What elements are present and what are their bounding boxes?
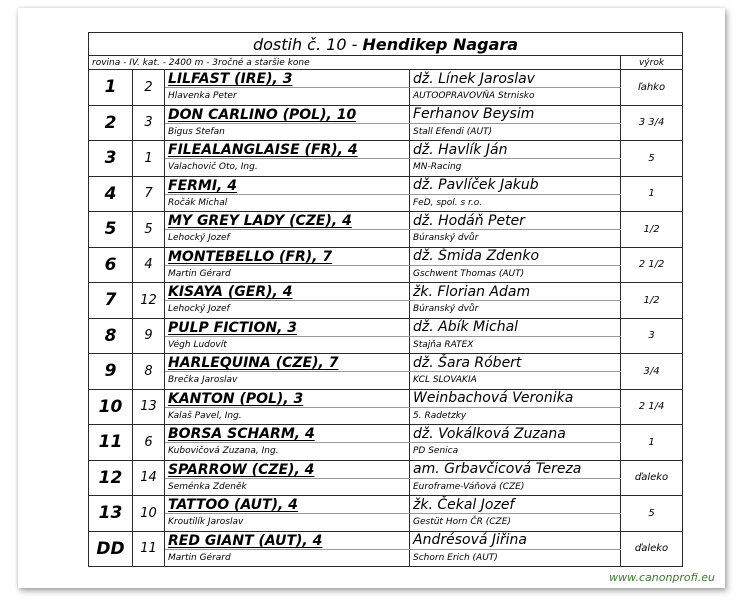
jockey-name: Andrésová Jiřina [410, 531, 621, 549]
start-number: 3 [133, 105, 165, 141]
owner-name: Stall Efendi (AUT) [410, 123, 621, 141]
jockey-name: žk. Florian Adam [410, 283, 621, 301]
watermark: www.canonprofi.eu [609, 571, 715, 584]
horse-name: TATTOO (AUT), 4 [165, 496, 410, 514]
result-row-details [89, 478, 683, 496]
result-row-details [89, 336, 683, 354]
finish-margin: 2 1/4 [621, 389, 683, 425]
result-row [89, 531, 683, 549]
result-row-details [89, 372, 683, 390]
race-number-label: dostih č. 10 - [252, 34, 358, 54]
result-row [89, 283, 683, 301]
horse-name: LILFAST (IRE), 3 [165, 70, 410, 88]
result-row [89, 176, 683, 194]
owner-name: Búranský dvůr [410, 301, 621, 319]
trainer-name: Seménka Zdeněk [165, 478, 410, 496]
margin-header: výrok [621, 56, 683, 70]
result-row [89, 318, 683, 336]
owner-name: Gschwent Thomas (AUT) [410, 265, 621, 283]
jockey-name: dž. Línek Jaroslav [410, 70, 621, 88]
result-row [89, 70, 683, 88]
result-row-details [89, 514, 683, 532]
finish-place: 9 [89, 354, 133, 390]
jockey-name: Ferhanov Beysim [410, 105, 621, 123]
jockey-name: Weinbachová Veronika [410, 389, 621, 407]
result-row-details [89, 443, 683, 461]
owner-name: Schorn Erich (AUT) [410, 549, 621, 567]
start-number: 11 [133, 531, 165, 567]
jockey-name: dž. Pavlíček Jakub [410, 176, 621, 194]
race-title-row [89, 33, 683, 56]
result-row-details [89, 123, 683, 141]
result-row [89, 212, 683, 230]
finish-place: 5 [89, 212, 133, 248]
finish-place: 6 [89, 247, 133, 283]
horse-name: KISAYA (GER), 4 [165, 283, 410, 301]
finish-place: 7 [89, 283, 133, 319]
trainer-name: Kroutilík Jaroslav [165, 514, 410, 532]
finish-margin: 5 [621, 496, 683, 532]
horse-name: FILEALANGLAISE (FR), 4 [165, 141, 410, 159]
trainer-name: Lehocký Jozef [165, 230, 410, 248]
finish-place: 10 [89, 389, 133, 425]
result-row-details [89, 194, 683, 212]
trainer-name: Ročák Michal [165, 194, 410, 212]
jockey-name: dž. Šmida Zdenko [410, 247, 621, 265]
finish-place: 8 [89, 318, 133, 354]
finish-place: 1 [89, 70, 133, 106]
start-number: 4 [133, 247, 165, 283]
trainer-name: Lehocký Jozef [165, 301, 410, 319]
horse-name: MONTEBELLO (FR), 7 [165, 247, 410, 265]
finish-margin: ľahko [621, 70, 683, 106]
finish-place: 13 [89, 496, 133, 532]
race-name: Hendikep Nagara [362, 34, 519, 54]
trainer-name: Hlavenka Peter [165, 88, 410, 106]
finish-margin: 3 [621, 318, 683, 354]
result-row [89, 354, 683, 372]
start-number: 2 [133, 70, 165, 106]
horse-name: BORSA SCHARM, 4 [165, 425, 410, 443]
jockey-name: dž. Havlík Ján [410, 141, 621, 159]
start-number: 6 [133, 425, 165, 461]
finish-place: 4 [89, 176, 133, 212]
start-number: 8 [133, 354, 165, 390]
result-row-details [89, 549, 683, 567]
finish-place: 3 [89, 141, 133, 177]
race-conditions: rovina - IV. kat. - 2400 m - 3ročné a staršie kone [89, 56, 621, 70]
result-row [89, 460, 683, 478]
horse-name: SPARROW (CZE), 4 [165, 460, 410, 478]
result-row-details [89, 265, 683, 283]
result-row-details [89, 407, 683, 425]
horse-name: DON CARLINO (POL), 10 [165, 105, 410, 123]
start-number: 9 [133, 318, 165, 354]
owner-name: FeD, spol. s r.o. [410, 194, 621, 212]
start-number: 5 [133, 212, 165, 248]
horse-name: FERMI, 4 [165, 176, 410, 194]
result-row-details [89, 159, 683, 177]
finish-margin: 1/2 [621, 283, 683, 319]
horse-name: PULP FICTION, 3 [165, 318, 410, 336]
start-number: 14 [133, 460, 165, 496]
owner-name: Euroframe-Váňová (CZE) [410, 478, 621, 496]
finish-margin: 2 1/2 [621, 247, 683, 283]
jockey-name: dž. Šara Róbert [410, 354, 621, 372]
owner-name: KCL SLOVAKIA [410, 372, 621, 390]
trainer-name: Kalaš Pavel, Ing. [165, 407, 410, 425]
finish-margin: 1/2 [621, 212, 683, 248]
finish-place: 11 [89, 425, 133, 461]
jockey-name: dž. Vokálková Zuzana [410, 425, 621, 443]
start-number: 10 [133, 496, 165, 532]
finish-margin: 3/4 [621, 354, 683, 390]
owner-name: Gestüt Horn ČR (CZE) [410, 514, 621, 532]
results-sheet [18, 8, 725, 588]
owner-name: MN-Racing [410, 159, 621, 177]
trainer-name: Martin Gérard [165, 549, 410, 567]
race-title [89, 33, 683, 56]
finish-margin: ďaleko [621, 460, 683, 496]
result-row-details [89, 88, 683, 106]
owner-name: Stajňa RATEX [410, 336, 621, 354]
result-row [89, 105, 683, 123]
trainer-name: Valachovič Oto, Ing. [165, 159, 410, 177]
finish-margin: ďaleko [621, 531, 683, 567]
owner-name: Búranský dvůr [410, 230, 621, 248]
finish-margin: 5 [621, 141, 683, 177]
start-number: 7 [133, 176, 165, 212]
owner-name: AUTOOPRAVOVŇA Strnisko [410, 88, 621, 106]
race-conditions-row [89, 56, 683, 70]
start-number: 12 [133, 283, 165, 319]
jockey-name: dž. Hodáň Peter [410, 212, 621, 230]
trainer-name: Martin Gérard [165, 265, 410, 283]
finish-margin: 1 [621, 176, 683, 212]
jockey-name: am. Grbavčicová Tereza [410, 460, 621, 478]
finish-margin: 3 3/4 [621, 105, 683, 141]
result-row [89, 496, 683, 514]
owner-name: PD Senica [410, 443, 621, 461]
horse-name: MY GREY LADY (CZE), 4 [165, 212, 410, 230]
finish-place: DD [89, 531, 133, 567]
result-row [89, 425, 683, 443]
horse-name: KANTON (POL), 3 [165, 389, 410, 407]
trainer-name: Brečka Jaroslav [165, 372, 410, 390]
horse-name: RED GIANT (AUT), 4 [165, 531, 410, 549]
jockey-name: dž. Abík Michal [410, 318, 621, 336]
owner-name: 5. Radetzky [410, 407, 621, 425]
result-row [89, 247, 683, 265]
result-row [89, 141, 683, 159]
result-row [89, 389, 683, 407]
start-number: 1 [133, 141, 165, 177]
results-table [88, 32, 683, 567]
trainer-name: Bigus Stefan [165, 123, 410, 141]
result-row-details [89, 301, 683, 319]
trainer-name: Végh Ludovít [165, 336, 410, 354]
finish-place: 12 [89, 460, 133, 496]
jockey-name: žk. Čekal Jozef [410, 496, 621, 514]
start-number: 13 [133, 389, 165, 425]
finish-margin: 1 [621, 425, 683, 461]
trainer-name: Kubovičová Zuzana, Ing. [165, 443, 410, 461]
finish-place: 2 [89, 105, 133, 141]
result-row-details [89, 230, 683, 248]
horse-name: HARLEQUINA (CZE), 7 [165, 354, 410, 372]
